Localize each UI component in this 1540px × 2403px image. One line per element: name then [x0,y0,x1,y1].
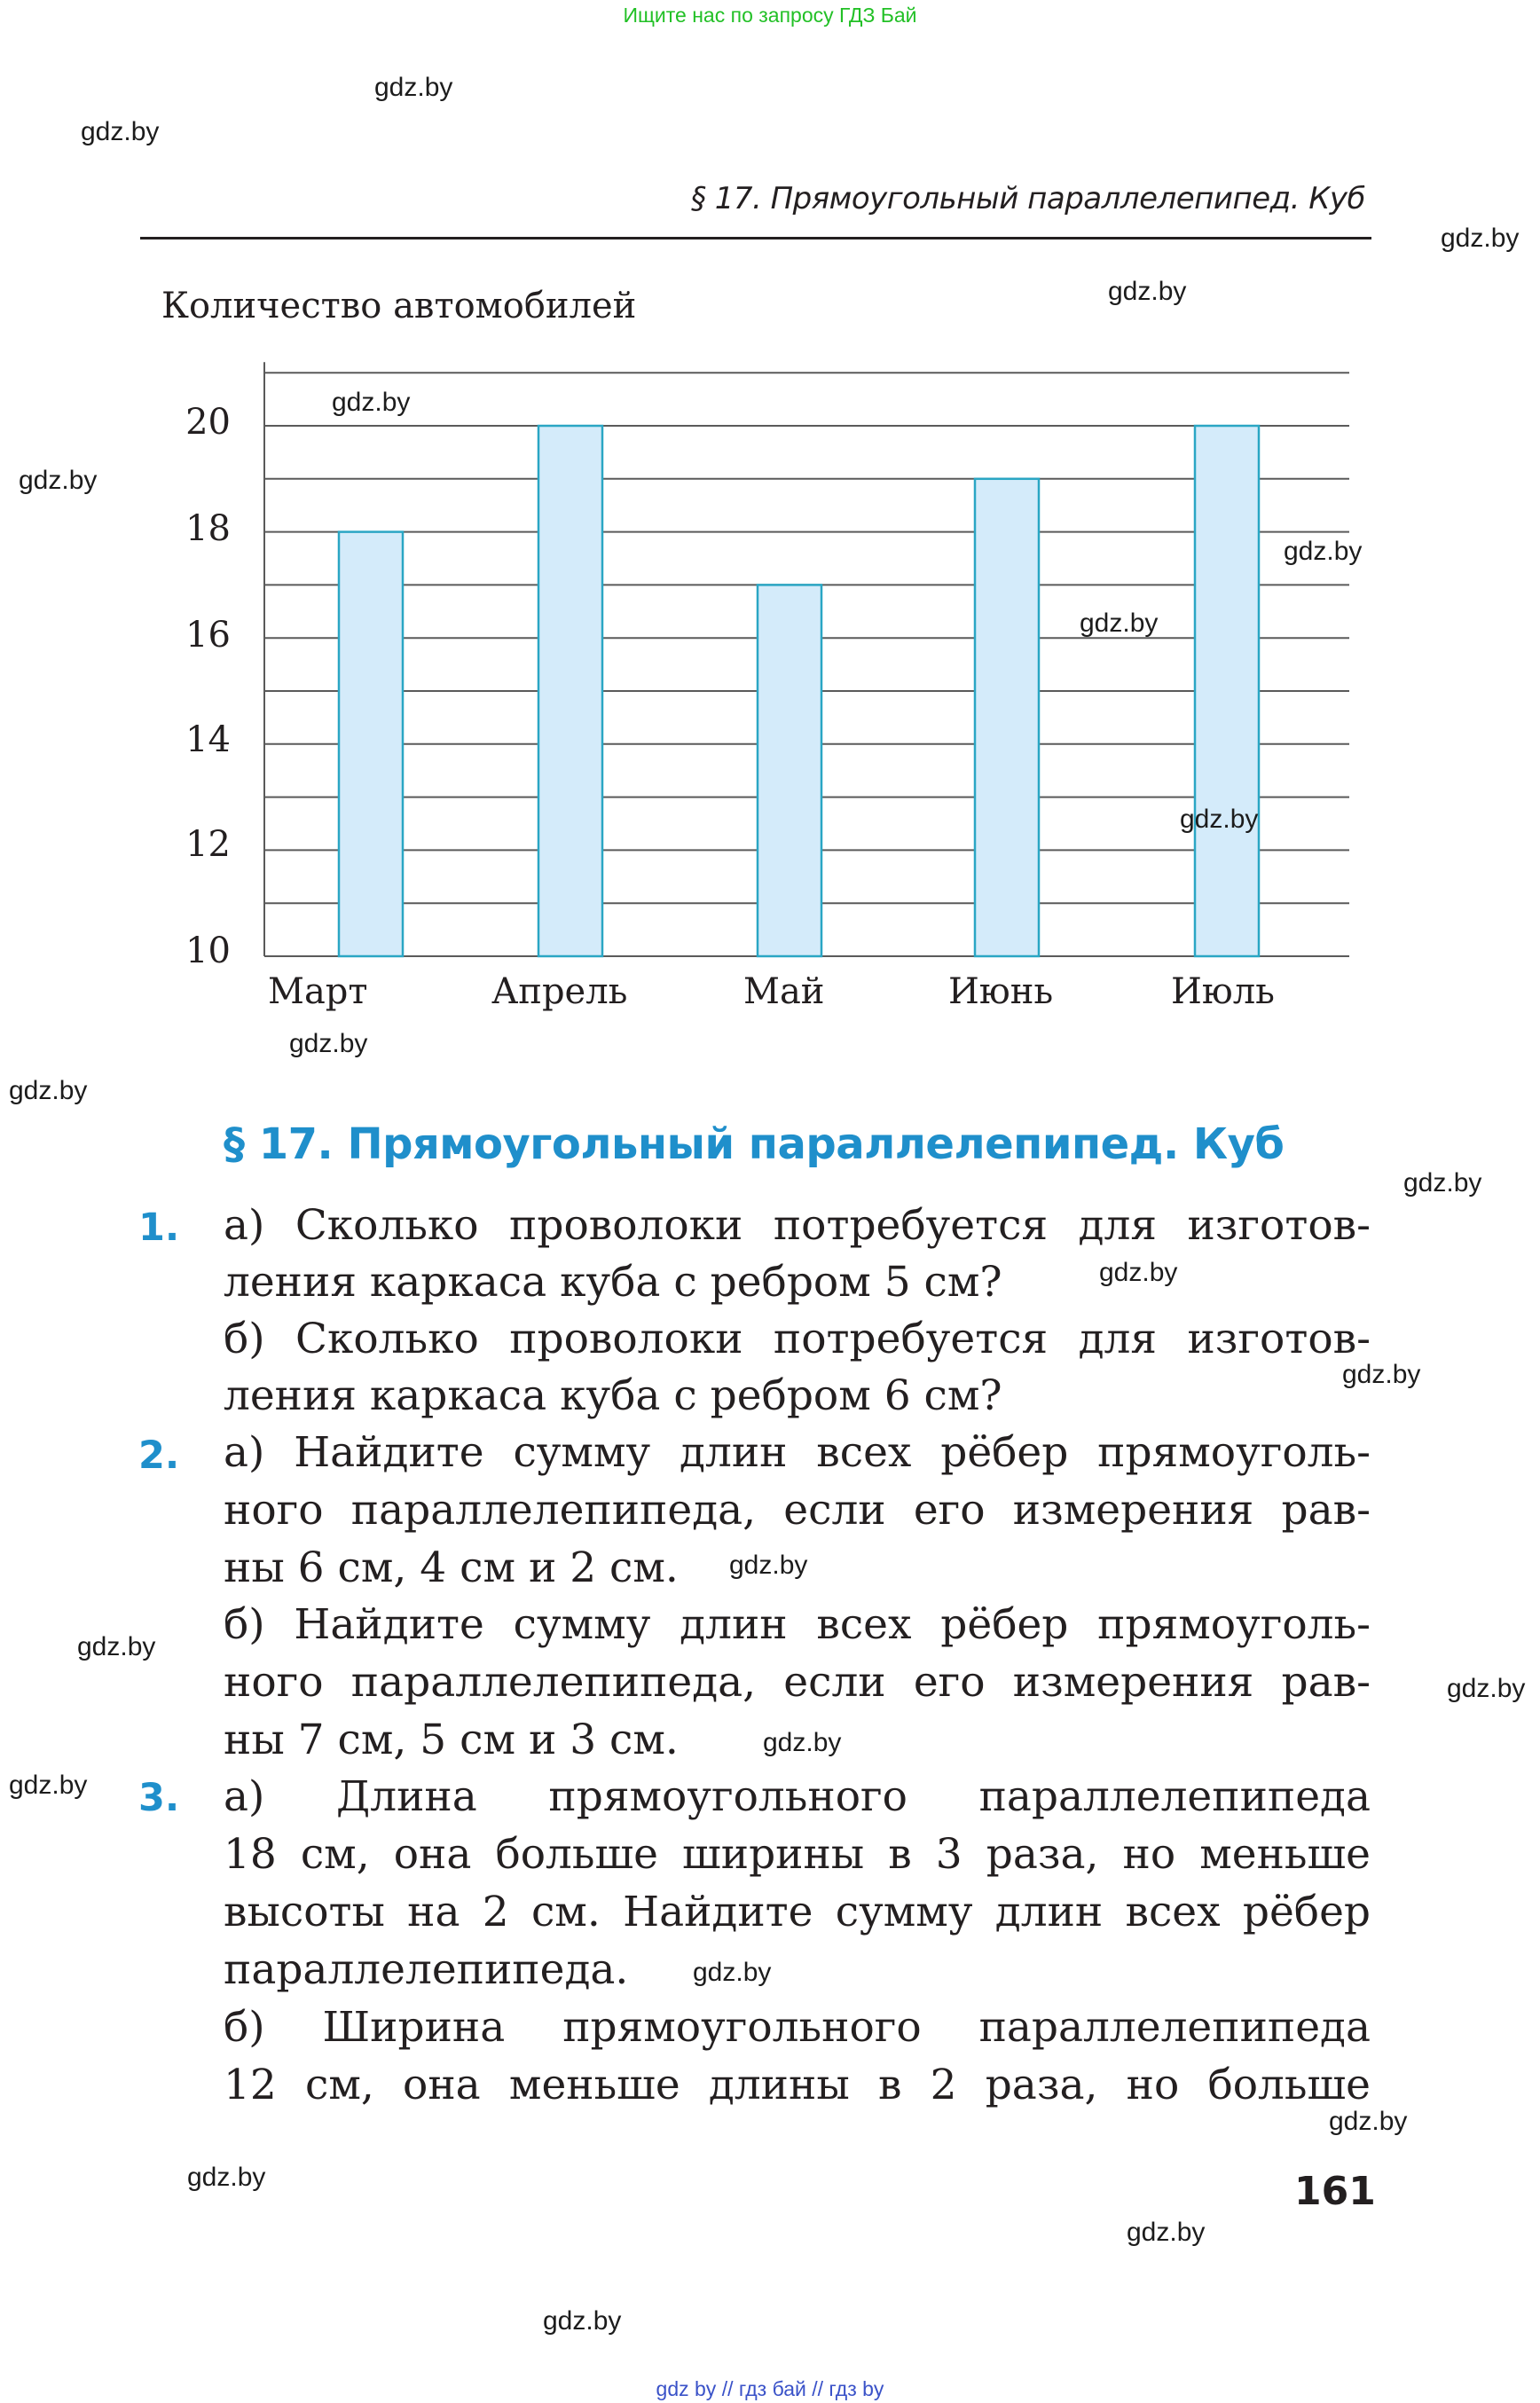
problem-line: ного параллелепипеда, если его измерения рав- [224,1658,1371,1707]
problem-line: ны 6 см, 4 см и 2 см. [224,1543,679,1592]
bar-chart [0,0,1540,1064]
page-number: 161 [1294,2169,1376,2214]
problem-line: б) Ширина прямоугольного параллелепипеда [224,2003,1371,2052]
watermark: gdz.by [1441,224,1520,253]
y-tick-label: 18 [185,508,231,549]
watermark: gdz.by [289,1029,368,1058]
problem-line: ного параллелепипеда, если его измерения рав- [224,1486,1371,1535]
x-category-label: Март [268,971,368,1012]
bar-Май [758,585,821,956]
running-head: § 17. Прямоугольный параллелепипед. Куб [690,181,1365,216]
x-category-label: Июнь [948,971,1054,1012]
problem-line: а) Длина прямоугольного параллелепипеда [224,1772,1371,1821]
problem-line: ления каркаса куба с ребром 5 см? [224,1258,1002,1307]
problem-line: б) Сколько проволоки потребуется для изготов- [224,1315,1371,1363]
y-tick-label: 20 [185,402,231,443]
chart-y-label: Количество автомобилей [161,286,637,326]
watermark: gdz.by [1447,1674,1526,1703]
watermark: gdz.by [763,1728,842,1757]
bar-Июль [1195,426,1259,956]
watermark: gdz.by [19,466,98,495]
y-tick-label: 10 [185,931,231,971]
watermark: gdz.by [1403,1168,1482,1198]
watermark: gdz.by [729,1551,808,1580]
problem-line: а) Сколько проволоки потребуется для изготов- [224,1201,1371,1250]
problem-line: ления каркаса куба с ребром 6 см? [224,1371,1002,1420]
watermark: gdz.by [9,1771,88,1800]
y-tick-label: 12 [185,824,231,865]
x-category-label: Июль [1171,971,1275,1012]
watermark: gdz.by [1108,277,1187,306]
watermark: gdz.by [1180,805,1259,834]
top-banner: Ищите нас по запросу ГДЗ Бай [623,4,917,27]
watermark: gdz.by [1080,609,1159,638]
watermark: gdz.by [1099,1258,1178,1287]
problem-number: 2. [138,1433,180,1478]
watermark: gdz.by [1284,537,1363,566]
problem-number: 1. [138,1205,180,1250]
watermark: gdz.by [374,73,453,102]
x-category-label: Апрель [491,971,628,1012]
bottom-banner: gdz by // гдз бай // гдз by [656,2377,884,2400]
problem-line: 18 см, она больше ширины в 3 раза, но меньше [224,1830,1371,1879]
bar-Июнь [975,479,1039,956]
problem-number: 3. [138,1776,180,1820]
watermark: gdz.by [1329,2107,1408,2136]
problem-line: высоты на 2 см. Найдите сумму длин всех рёбер [224,1888,1371,1936]
watermark: gdz.by [1342,1360,1421,1389]
bar-Апрель [538,426,602,956]
watermark: gdz.by [77,1632,156,1661]
y-tick-label: 16 [185,615,231,656]
watermark: gdz.by [187,2163,266,2192]
x-category-label: Май [743,971,825,1012]
watermark: gdz.by [693,1958,772,1987]
section-title: § 17. Прямоугольный параллелепипед. Куб [224,1119,1285,1169]
watermark: gdz.by [1127,2218,1206,2247]
watermark: gdz.by [543,2306,622,2336]
problem-line: а) Найдите сумму длин всех рёбер прямоуголь- [224,1428,1371,1477]
watermark: gdz.by [9,1076,88,1105]
watermark: gdz.by [81,117,160,146]
problem-line: 12 см, она меньше длины в 2 раза, но больше [224,2061,1371,2109]
bar-Март [339,532,403,956]
problem-line: б) Найдите сумму длин всех рёбер прямоуголь- [224,1600,1371,1649]
watermark: gdz.by [332,388,411,417]
problem-line: параллелепипеда. [224,1945,629,1994]
y-tick-label: 14 [185,719,231,760]
problem-line: ны 7 см, 5 см и 3 см. [224,1716,679,1764]
